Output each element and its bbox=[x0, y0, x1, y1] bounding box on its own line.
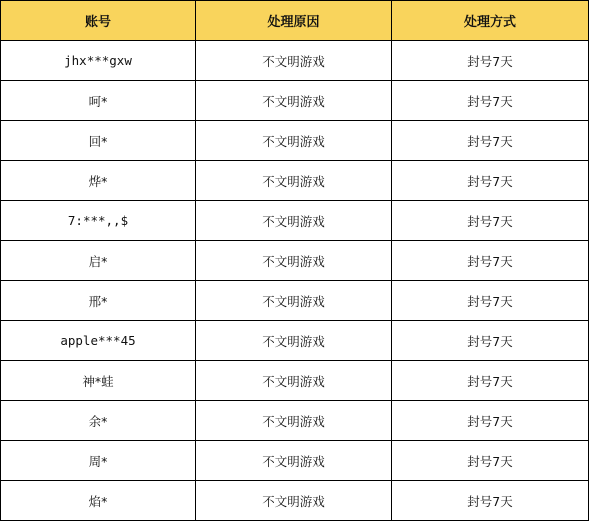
action-cell: 封号7天 bbox=[392, 201, 589, 241]
account-cell: 启* bbox=[1, 241, 196, 281]
account-cell: 周* bbox=[1, 441, 196, 481]
account-cell: 邢* bbox=[1, 281, 196, 321]
reason-cell: 不文明游戏 bbox=[196, 401, 392, 441]
account-cell: 呵* bbox=[1, 81, 196, 121]
action-cell: 封号7天 bbox=[392, 481, 589, 521]
account-cell: apple***45 bbox=[1, 321, 196, 361]
header-row bbox=[1, 1, 589, 41]
table-row bbox=[1, 241, 589, 281]
account-cell: 神*蛙 bbox=[1, 361, 196, 401]
table-row bbox=[1, 481, 589, 521]
table-row bbox=[1, 121, 589, 161]
action-cell: 封号7天 bbox=[392, 121, 589, 161]
action-cell: 封号7天 bbox=[392, 441, 589, 481]
action-cell: 封号7天 bbox=[392, 401, 589, 441]
table-body bbox=[1, 41, 589, 521]
account-cell: 焰* bbox=[1, 481, 196, 521]
header-action: 处理方式 bbox=[392, 1, 589, 41]
action-cell: 封号7天 bbox=[392, 241, 589, 281]
account-cell: 烨* bbox=[1, 161, 196, 201]
table-row bbox=[1, 81, 589, 121]
action-cell: 封号7天 bbox=[392, 321, 589, 361]
table-row bbox=[1, 361, 589, 401]
reason-cell: 不文明游戏 bbox=[196, 321, 392, 361]
reason-cell: 不文明游戏 bbox=[196, 481, 392, 521]
table-row bbox=[1, 281, 589, 321]
reason-cell: 不文明游戏 bbox=[196, 201, 392, 241]
reason-cell: 不文明游戏 bbox=[196, 41, 392, 81]
account-cell: 余* bbox=[1, 401, 196, 441]
table-row bbox=[1, 41, 589, 81]
action-cell: 封号7天 bbox=[392, 41, 589, 81]
reason-cell: 不文明游戏 bbox=[196, 241, 392, 281]
account-cell: 7:***,,$ bbox=[1, 201, 196, 241]
reason-cell: 不文明游戏 bbox=[196, 121, 392, 161]
action-cell: 封号7天 bbox=[392, 281, 589, 321]
table-row bbox=[1, 401, 589, 441]
reason-cell: 不文明游戏 bbox=[196, 361, 392, 401]
table-row bbox=[1, 441, 589, 481]
table-row bbox=[1, 161, 589, 201]
table-row bbox=[1, 321, 589, 361]
account-cell: jhx***gxw bbox=[1, 41, 196, 81]
action-cell: 封号7天 bbox=[392, 361, 589, 401]
reason-cell: 不文明游戏 bbox=[196, 161, 392, 201]
reason-cell: 不文明游戏 bbox=[196, 81, 392, 121]
reason-cell: 不文明游戏 bbox=[196, 281, 392, 321]
header-reason: 处理原因 bbox=[196, 1, 392, 41]
account-cell: 回* bbox=[1, 121, 196, 161]
reason-cell: 不文明游戏 bbox=[196, 441, 392, 481]
table-row bbox=[1, 201, 589, 241]
table-header bbox=[1, 1, 589, 41]
action-cell: 封号7天 bbox=[392, 81, 589, 121]
action-cell: 封号7天 bbox=[392, 161, 589, 201]
header-account: 账号 bbox=[1, 1, 196, 41]
